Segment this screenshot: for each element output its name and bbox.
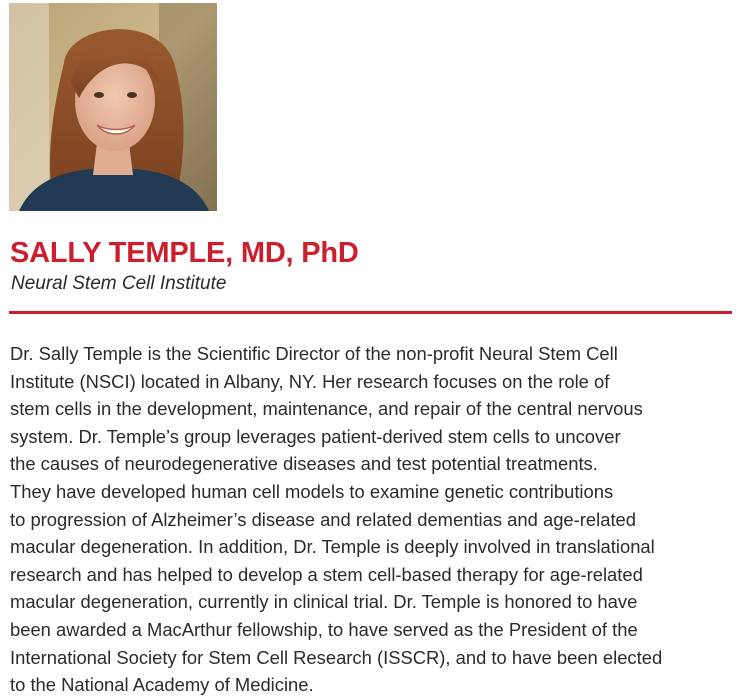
affiliation: Neural Stem Cell Institute: [11, 273, 227, 294]
bio-line: system. Dr. Temple’s group leverages patient-derived stem cells to uncover: [10, 425, 621, 447]
bio-line: stem cells in the development, maintenance, and repair of the central nervous: [10, 398, 643, 420]
bio-line: to progression of Alzheimer’s disease and related dementias and age-related: [10, 508, 637, 530]
bio-line: Dr. Sally Temple is the Scientific Director of the non-profit Neural Stem Cell: [10, 343, 618, 364]
bio-line: research and has helped to develop a stem cell-based therapy for age-related: [10, 563, 643, 585]
divider: [9, 311, 732, 314]
bio-line: macular degeneration. In addition, Dr. Temple is deeply involved in translational: [10, 536, 655, 558]
bio-line: to the National Academy of Medicine.: [10, 674, 314, 696]
bio-line: They have developed human cell models to examine genetic contributions: [10, 480, 614, 502]
bio-line: the causes of neurodegenerative diseases and test potential treatments.: [10, 453, 598, 475]
biography: [10, 340, 735, 699]
profile-photo: [9, 3, 217, 211]
bio-line: Institute (NSCI) located in Albany, NY. Her research focuses on the role of: [10, 370, 610, 392]
person-name: SALLY TEMPLE, MD, PhD: [10, 237, 359, 269]
portrait-photo-icon: [9, 3, 217, 211]
bio-line: been awarded a MacArthur fellowship, to have served as the President of the: [10, 618, 638, 640]
bio-line: International Society for Stem Cell Research (ISSCR), and to have been elected: [10, 646, 663, 668]
bio-line: macular degeneration, currently in clinical trial. Dr. Temple is honored to have: [10, 591, 638, 613]
